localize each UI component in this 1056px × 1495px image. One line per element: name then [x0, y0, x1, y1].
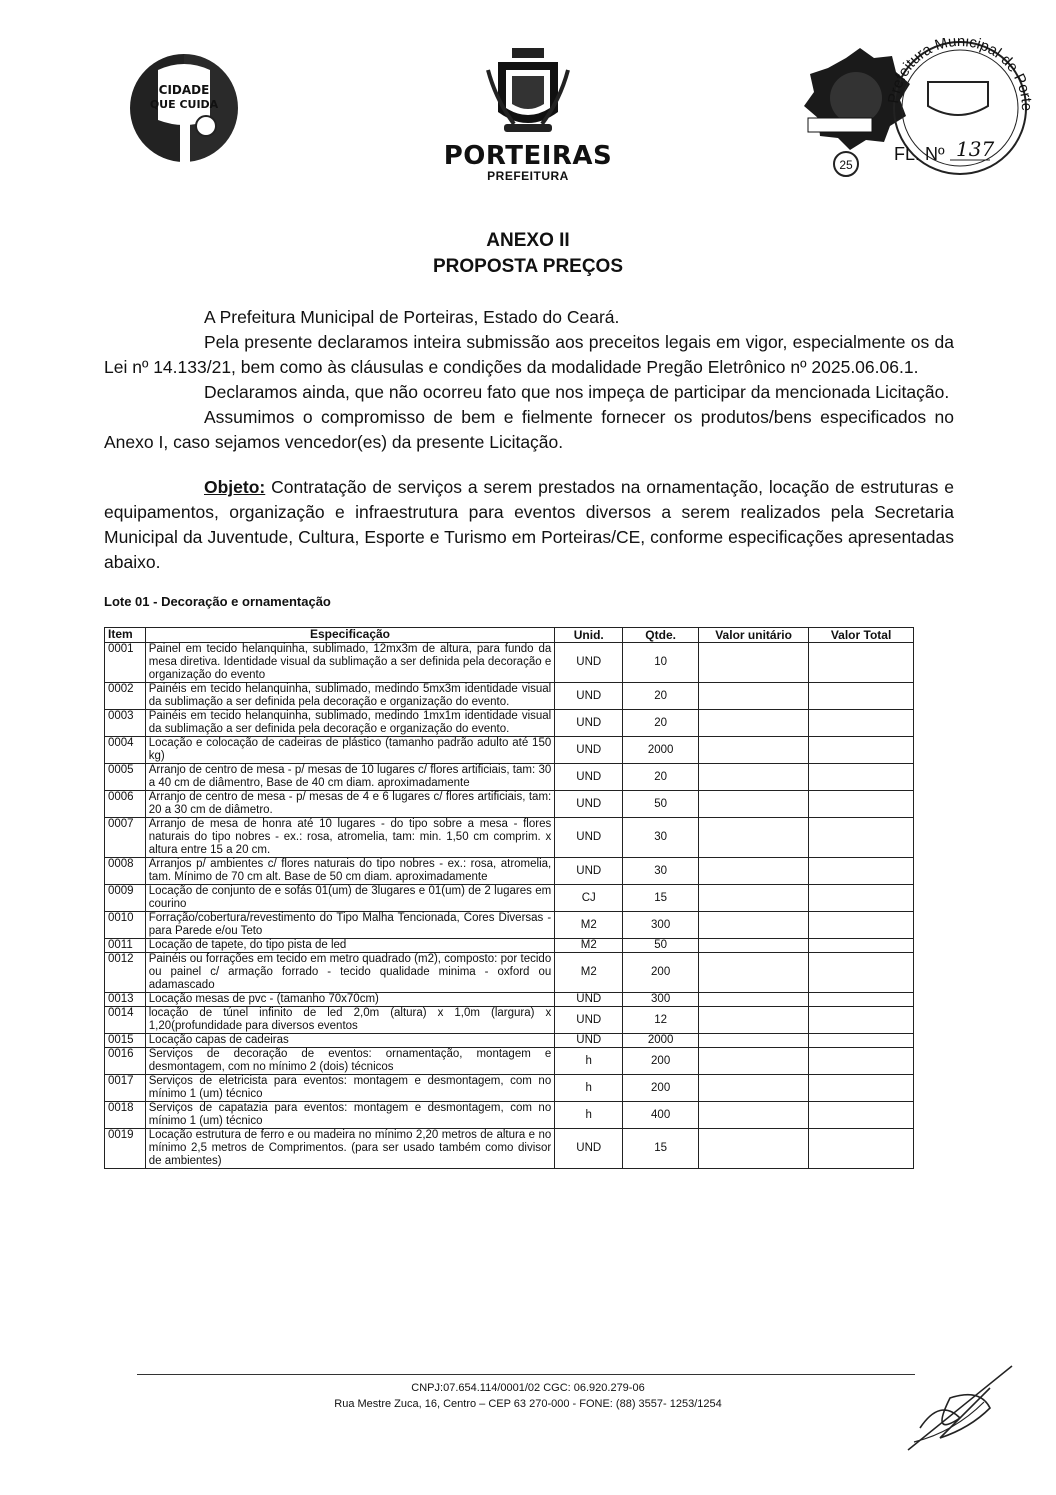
table-row [105, 683, 914, 710]
row-specification: Serviços de eletricista para eventos: montagem e desmontagem, com no mínimo 1 (um) técnico [145, 1075, 555, 1102]
row-specification: Locação mesas de pvc - (tamanho 70x70cm) [145, 993, 555, 1007]
header-qtde: Qtde. [623, 628, 699, 643]
row-item-number: 0017 [105, 1075, 146, 1102]
row-item-number: 0004 [105, 737, 146, 764]
table-row [105, 1129, 914, 1169]
row-unit: UND [555, 818, 623, 858]
row-item-number: 0012 [105, 953, 146, 993]
row-unit: UND [555, 683, 623, 710]
row-specification: Locação capas de cadeiras [145, 1034, 555, 1048]
row-item-number: 0005 [105, 764, 146, 791]
row-item-number: 0003 [105, 710, 146, 737]
row-unit-value [699, 683, 809, 710]
row-specification: Painéis ou forrações em tecido em metro quadrado (m2), composto: por tecido ou painel c/ armação forrado - tecido qualidade minima - oxford ou adamascado [145, 953, 555, 993]
table-row [105, 953, 914, 993]
row-item-number: 0016 [105, 1048, 146, 1075]
objeto-label: Objeto: [204, 477, 266, 497]
row-quantity: 200 [623, 1048, 699, 1075]
row-item-number: 0014 [105, 1007, 146, 1034]
row-specification: Arranjo de mesa de honra até 10 lugares - do tipo sobre a mesa - flores naturais do tipo nobres - ex.: rosa, atromelia, tam: min. 1,50 cm comprim. x altura entre 15 a 20 cm. [145, 818, 555, 858]
row-quantity: 12 [623, 1007, 699, 1034]
row-total-value [809, 1102, 914, 1129]
row-item-number: 0008 [105, 858, 146, 885]
row-total-value [809, 1048, 914, 1075]
header-item: Item [105, 628, 146, 643]
row-total-value [809, 764, 914, 791]
table-header-row [105, 628, 914, 643]
table-row [105, 1075, 914, 1102]
table-row [105, 858, 914, 885]
declaration-paragraph-2: Declaramos ainda, que não ocorreu fato que nos impeça de participar da mencionada Licitação. [204, 382, 950, 402]
cidade-logo-line1: CIDADE [158, 83, 210, 97]
table-row [105, 993, 914, 1007]
row-unit-value [699, 1129, 809, 1169]
row-specification: Arranjo de centro de mesa - p/ mesas de 10 lugares c/ flores artificiais, tam: 30 a 40 cm de diâmentro, Base de 40 cm diam. aproximadamente [145, 764, 555, 791]
footer-divider [137, 1374, 915, 1375]
row-specification: Arranjo de centro de mesa - p/ mesas de 4 e 6 lugares c/ flores artificiais, tam: 20 a 30 cm de diâmetro. [145, 791, 555, 818]
row-unit-value [699, 710, 809, 737]
row-unit-value [699, 1075, 809, 1102]
row-item-number: 0007 [105, 818, 146, 858]
row-specification: Painéis em tecido helanquinha, sublimado, medindo 5mx3m identidade visual da sublimação a ser definida pela decoração e organização do evento. [145, 683, 555, 710]
row-specification: Arranjos p/ ambientes c/ flores naturais do tipo nobres - ex.: rosa, atromelia, tam. Mínimo de 70 cm alt. Base de 50 cm diam. aproximadamente [145, 858, 555, 885]
row-total-value [809, 1007, 914, 1034]
row-unit-value [699, 1034, 809, 1048]
row-unit-value [699, 953, 809, 993]
row-total-value [809, 953, 914, 993]
seal-page-label: FL. Nº [894, 144, 945, 164]
row-specification: Forração/cobertura/revestimento do Tipo Malha Tencionada, Cores Diversas - para Parede e/ou Teto [145, 912, 555, 939]
seal-page-number: 137 [956, 137, 995, 161]
row-specification: Locação estrutura de ferro e ou madeira no mínimo 2,20 metros de altura e no mínimo 2,5 metros de Comprimentos. (para ser usado também como divisor de ambientes) [145, 1129, 555, 1169]
table-row [105, 764, 914, 791]
row-quantity: 2000 [623, 737, 699, 764]
header-spec: Especificação [145, 628, 555, 643]
row-unit-value [699, 885, 809, 912]
seal-badge-number: 25 [839, 158, 853, 172]
cidade-logo-line2: QUE CUIDA [149, 98, 219, 111]
row-unit: M2 [555, 912, 623, 939]
row-specification: Painéis em tecido helanquinha, sublimado, medindo 1mx1m identidade visual da sublimação a ser definida pela decoração e organização do evento. [145, 710, 555, 737]
header-unid: Unid. [555, 628, 623, 643]
row-quantity: 200 [623, 953, 699, 993]
row-item-number: 0018 [105, 1102, 146, 1129]
row-total-value [809, 643, 914, 683]
row-unit: UND [555, 764, 623, 791]
row-quantity: 2000 [623, 1034, 699, 1048]
row-total-value [809, 818, 914, 858]
row-unit: h [555, 1075, 623, 1102]
row-item-number: 0015 [105, 1034, 146, 1048]
row-unit-value [699, 1102, 809, 1129]
row-total-value [809, 710, 914, 737]
row-item-number: 0019 [105, 1129, 146, 1169]
row-unit: h [555, 1102, 623, 1129]
row-total-value [809, 858, 914, 885]
row-specification: locação de túnel infinito de led 2,0m (altura) x 1,0m (largura) x 1,20(profundidade para diversos eventos [145, 1007, 555, 1034]
row-unit: UND [555, 643, 623, 683]
row-total-value [809, 939, 914, 953]
row-unit: M2 [555, 953, 623, 993]
seal-arc-text: Prefeitura Municipal de Porte [885, 38, 1036, 112]
row-unit-value [699, 939, 809, 953]
brand-name: PORTEIRAS [443, 141, 613, 171]
row-quantity: 300 [623, 993, 699, 1007]
annex-title: ANEXO II [486, 230, 570, 251]
table-row [105, 939, 914, 953]
signature-mark [900, 1358, 1020, 1458]
row-quantity: 10 [623, 643, 699, 683]
table-row [105, 885, 914, 912]
row-unit-value [699, 737, 809, 764]
row-specification: Locação e colocação de cadeiras de plástico (tamanho padrão adulto até 150 kg) [145, 737, 555, 764]
table-row [105, 791, 914, 818]
row-total-value [809, 885, 914, 912]
row-specification: Serviços de decoração de eventos: ornamentação, montagem e desmontagem, com no mínimo 2 (dois) técnicos [145, 1048, 555, 1075]
brand-subtitle: PREFEITURA [487, 169, 569, 183]
row-total-value [809, 1075, 914, 1102]
table-row [105, 1102, 914, 1129]
row-quantity: 400 [623, 1102, 699, 1129]
row-unit: UND [555, 993, 623, 1007]
row-quantity: 30 [623, 818, 699, 858]
row-unit-value [699, 791, 809, 818]
table-row [105, 643, 914, 683]
cidade-que-cuida-logo [128, 50, 240, 168]
row-unit-value [699, 818, 809, 858]
addressee-paragraph: A Prefeitura Municipal de Porteiras, Estado do Ceará. [204, 307, 620, 327]
row-total-value [809, 791, 914, 818]
brand-block [440, 142, 616, 182]
row-total-value [809, 737, 914, 764]
row-unit: UND [555, 1007, 623, 1034]
row-item-number: 0010 [105, 912, 146, 939]
row-total-value [809, 683, 914, 710]
row-unit-value [699, 912, 809, 939]
table-row [105, 1048, 914, 1075]
row-unit-value [699, 764, 809, 791]
row-unit-value [699, 1048, 809, 1075]
table-row [105, 912, 914, 939]
porteiras-coat-of-arms-icon [482, 40, 574, 140]
row-quantity: 15 [623, 1129, 699, 1169]
lote-heading: Lote 01 - Decoração e ornamentação [104, 594, 331, 609]
row-unit: UND [555, 1129, 623, 1169]
row-item-number: 0009 [105, 885, 146, 912]
row-unit-value [699, 993, 809, 1007]
row-specification: Serviços de capatazia para eventos: montagem e desmontagem, com no mínimo 1 (um) técnico [145, 1102, 555, 1129]
row-quantity: 20 [623, 710, 699, 737]
row-quantity: 20 [623, 764, 699, 791]
items-table [104, 627, 914, 1169]
row-quantity: 15 [623, 885, 699, 912]
row-unit: h [555, 1048, 623, 1075]
row-total-value [809, 1034, 914, 1048]
footer-address: Rua Mestre Zuca, 16, Centro – CEP 63 270-000 - FONE: (88) 3557- 1253/1254 [334, 1398, 722, 1410]
row-unit: UND [555, 1034, 623, 1048]
row-total-value [809, 912, 914, 939]
row-item-number: 0011 [105, 939, 146, 953]
row-unit: M2 [555, 939, 623, 953]
row-unit-value [699, 643, 809, 683]
row-unit: CJ [555, 885, 623, 912]
row-specification: Painel em tecido helanquinha, sublimado, 12mx3m de altura, para fundo da mesa diretiva. Identidade visual da sublimação a ser definida pela decoração e organização do evento [145, 643, 555, 683]
row-unit-value [699, 858, 809, 885]
table-row [105, 1007, 914, 1034]
objeto-text: Contratação de serviços a serem prestados na ornamentação, locação de estruturas e equipamentos, organização e infraestrutura para eventos diversos a serem realizados pela Secretaria Municipal da Juventude, Cultura, Esporte e Turismo em Porteiras/CE, conforme especificações apresentadas abaixo. [104, 477, 954, 572]
row-total-value [809, 993, 914, 1007]
proposal-title: PROPOSTA PREÇOS [432, 256, 624, 277]
row-unit: UND [555, 710, 623, 737]
row-quantity: 50 [623, 791, 699, 818]
footer-cnpj: CNPJ:07.654.114/0001/02 CGC: 06.920.279-06 [411, 1382, 645, 1394]
row-unit: UND [555, 858, 623, 885]
row-total-value [809, 1129, 914, 1169]
table-row [105, 737, 914, 764]
row-quantity: 30 [623, 858, 699, 885]
header-unit-value: Valor unitário [699, 628, 809, 643]
table-row [105, 818, 914, 858]
row-unit: UND [555, 791, 623, 818]
row-quantity: 50 [623, 939, 699, 953]
row-unit-value [699, 1007, 809, 1034]
commitment-paragraph: Assumimos o compromisso de bem e fielmente fornecer os produtos/bens especificados no Anexo I, caso sejamos vencedor(es) da presente Licitação. [104, 407, 954, 452]
objeto-paragraph [104, 475, 954, 575]
declaration-paragraph: Pela presente declaramos inteira submissão aos preceitos legais em vigor, especialmente os da Lei nº 14.133/21, bem como às cláusulas e condições da modalidade Pregão Eletrônico nº 2025.06.06.1. [104, 332, 954, 377]
row-quantity: 300 [623, 912, 699, 939]
table-row [105, 1034, 914, 1048]
row-quantity: 200 [623, 1075, 699, 1102]
header-total-value: Valor Total [809, 628, 914, 643]
row-unit: UND [555, 737, 623, 764]
row-specification: Locação de conjunto de e sofás 01(um) de 3lugares e 01(um) de 2 lugares em courino [145, 885, 555, 912]
row-quantity: 20 [623, 683, 699, 710]
row-item-number: 0001 [105, 643, 146, 683]
row-specification: Locação de tapete, do tipo pista de led [145, 939, 555, 953]
table-row [105, 710, 914, 737]
row-item-number: 0002 [105, 683, 146, 710]
row-item-number: 0006 [105, 791, 146, 818]
row-item-number: 0013 [105, 993, 146, 1007]
protocol-stamp [788, 38, 1038, 188]
